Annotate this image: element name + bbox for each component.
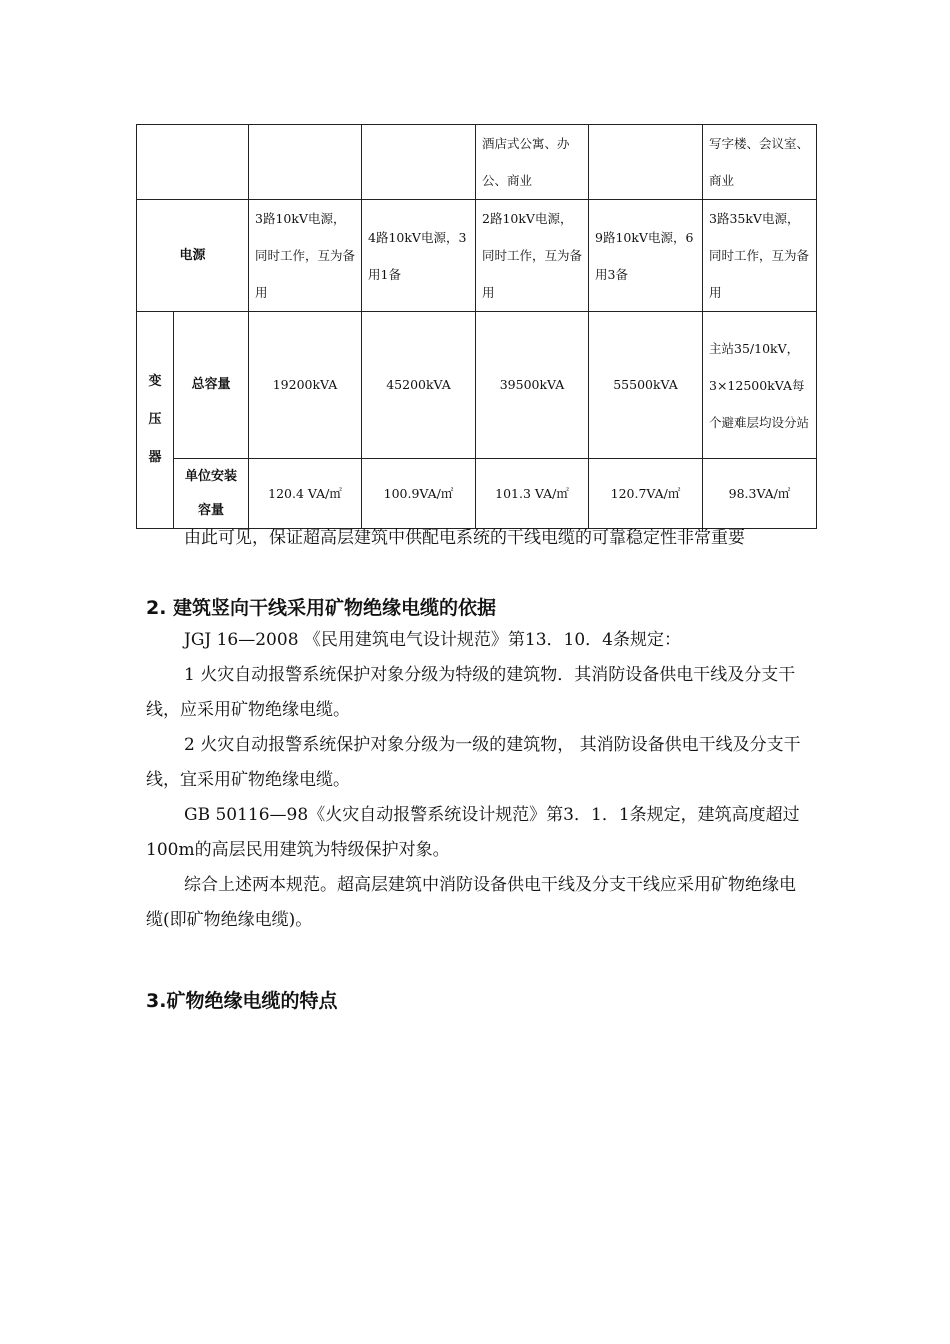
- row-label-power: 电源: [137, 200, 249, 312]
- table-cell: 3路35kV电源，同时工作，互为备用: [703, 200, 817, 312]
- table-cell: 101.3 VA/㎡: [476, 459, 589, 529]
- table-row-power: [137, 200, 817, 312]
- table-cell: 4路10kV电源，3用1备: [362, 200, 476, 312]
- section-2-heading: 2. 建筑竖向干线采用矿物绝缘电缆的依据: [146, 597, 497, 619]
- table-cell: 98.3VA/㎡: [703, 459, 817, 529]
- row-label-line: 单位安装: [184, 468, 237, 484]
- table-cell: [362, 125, 476, 200]
- row-label-unit-capacity: [174, 459, 249, 529]
- section-3-heading: 3.矿物绝缘电缆的特点: [146, 990, 338, 1012]
- group-label-char: 器: [148, 450, 162, 465]
- table-cell: [137, 125, 249, 200]
- table-cell: 100.9VA/㎡: [362, 459, 476, 529]
- table-row-total-capacity: [137, 312, 817, 459]
- row-label-total-capacity: 总容量: [174, 312, 249, 459]
- table-cell: [249, 125, 362, 200]
- table-cell: 写字楼、会议室、商业: [703, 125, 817, 200]
- paragraph: GB 50116—98《火灾自动报警系统设计规范》第3．1．1条规定，建筑高度超过100m的高层民用建筑为特级保护对象。: [146, 805, 800, 860]
- paragraph: JGJ 16—2008 《民用建筑电气设计规范》第13．10．4条规定：: [184, 630, 681, 650]
- table-cell: 2路10kV电源，同时工作，互为备用: [476, 200, 589, 312]
- table-row-unit-capacity: [137, 459, 817, 529]
- paragraph: 综合上述两本规范。超高层建筑中消防设备供电干线及分支干线应采用矿物绝缘电缆(即矿物绝缘电缆)。: [146, 875, 796, 930]
- table-cell: 19200kVA: [249, 312, 362, 459]
- paragraph: 2 火灾自动报警系统保护对象分级为一级的建筑物， 其消防设备供电干线及分支干线，宜采用矿物绝缘电缆。: [146, 735, 801, 790]
- table-cell: 55500kVA: [589, 312, 703, 459]
- table-cell: 3路10kV电源，同时工作，互为备用: [249, 200, 362, 312]
- row-label-line: 容量: [197, 502, 224, 518]
- table-cell: 120.4 VA/㎡: [249, 459, 362, 529]
- conclusion-paragraph: 由此可见，保证超高层建筑中供配电系统的干线电缆的可靠稳定性非常重要: [184, 528, 745, 548]
- table-cell: 45200kVA: [362, 312, 476, 459]
- table-cell: 主站35/10kV，3×12500kVA每个避难层均设分站: [703, 312, 817, 459]
- table-cell: 酒店式公寓、办公、商业: [476, 125, 589, 200]
- table-row-usage: [137, 125, 817, 200]
- table-cell: [589, 125, 703, 200]
- table-cell: 39500kVA: [476, 312, 589, 459]
- comparison-table: [136, 124, 817, 529]
- group-label-char: 压: [148, 412, 162, 427]
- group-label-char: 变: [148, 374, 162, 389]
- table-cell: 9路10kV电源，6用3备: [589, 200, 703, 312]
- paragraph: 1 火灾自动报警系统保护对象分级为特级的建筑物．其消防设备供电干线及分支干线，应采用矿物绝缘电缆。: [146, 665, 796, 720]
- row-group-label-transformer: [137, 312, 174, 529]
- table-cell: 120.7VA/㎡: [589, 459, 703, 529]
